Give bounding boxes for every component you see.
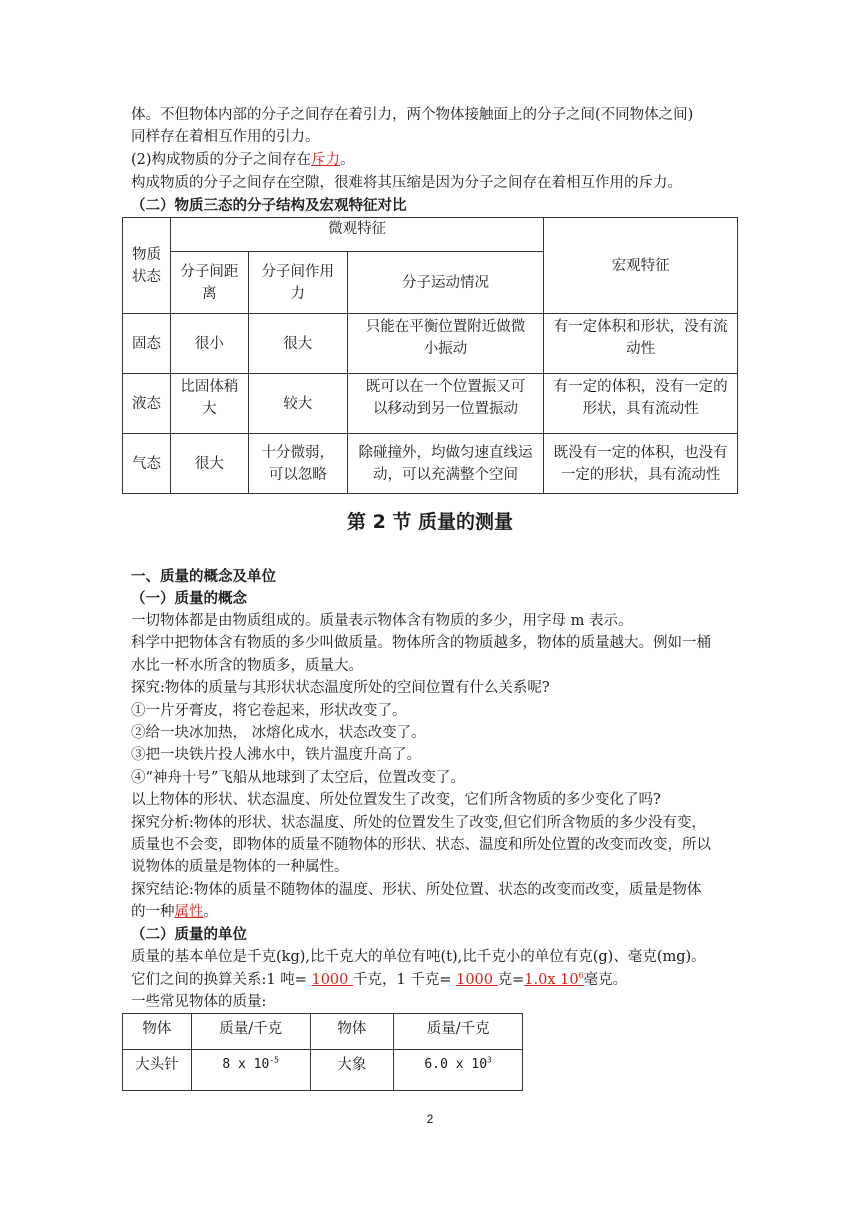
conversion-value (524, 972, 583, 988)
attribute-term: 属性 (174, 904, 204, 920)
cell-macro: 有一定的体积，没有一定的 形状，具有流动性 (544, 374, 738, 434)
repulsion-suffix: 。 (340, 152, 355, 168)
cell-distance: 很小 (170, 314, 248, 374)
conversion-text: 它们之间的换算关系:1 吨= (131, 972, 312, 988)
conversion-text: 千克，1 千克= (353, 972, 457, 988)
cell-distance: 比固体稍 大 (170, 374, 248, 434)
paragraph-line: 质量也不会变，即物体的质量不随物体的形状、状态、温度和所处位置的改变而改变，所以 (131, 837, 711, 853)
paragraph-line: 体。不但物体内部的分子之间存在着引力，两个物体接触面上的分子之间(不同物体之间) (131, 107, 694, 123)
cell-object: 大象 (310, 1050, 394, 1091)
cell-force: 十分微弱， 可以忽略 (248, 434, 347, 494)
conversion-value-base: 1.0x 10 (524, 972, 579, 988)
heading-concept: （一）质量的概念 (131, 591, 247, 607)
paragraph-line: ②给一块冰加热， 冰熔化成水，状态改变了。 (131, 725, 426, 741)
paragraph-line: 一些常见物体的质量: (131, 994, 267, 1010)
conversion-value: 1000 (456, 972, 498, 988)
cell-state: 液态 (123, 374, 171, 434)
conversion-value-exponent: 6 (578, 971, 584, 981)
header-object: 物体 (310, 1014, 394, 1050)
paragraph-line: 一切物体都是由物质组成的。质量表示物体含有物质的多少，用字母 m 表示。 (131, 613, 633, 629)
mass-exponent: 3 (487, 1055, 492, 1065)
cell-motion: 只能在平衡位置附近做微 小振动 (347, 314, 544, 374)
header-micro: 微观特征 (170, 218, 543, 252)
page-number: 2 (426, 1112, 434, 1126)
states-heading: （二）物质三态的分子结构及宏观特征对比 (131, 198, 407, 214)
cell-force: 较大 (248, 374, 347, 434)
paragraph-line: 以上物体的形状、状态温度、所处位置发生了改变，它们所含物质的多少变化了吗? (131, 792, 661, 808)
cell-macro: 既没有一定的体积，也没有 一定的形状，具有流动性 (544, 434, 738, 494)
paragraph-line: ①一片牙膏皮，将它卷起来，形状改变了。 (131, 703, 407, 719)
table-row (123, 374, 738, 434)
conversion-text: 克= (497, 972, 525, 988)
heading-1: 一、质量的概念及单位 (131, 569, 276, 585)
paragraph-line: 水比一杯水所含的物质多，质量大。 (131, 658, 363, 674)
cell-motion: 既可以在一个位置振又可 以移动到另一位置振动 (347, 374, 544, 434)
paragraph-line: 探究:物体的质量与其形状状态温度所处的空间位置有什么关系呢? (131, 680, 550, 696)
attribute-prefix: 的一种 (131, 904, 175, 920)
header-distance: 分子间距 离 (170, 252, 248, 314)
cell-mass (394, 1050, 523, 1091)
paragraph-line: ③把一块铁片投人沸水中，铁片温度升高了。 (131, 747, 421, 763)
repulsion-prefix: (2)构成物质的分子之间存在 (131, 152, 312, 168)
section-title: 第 2 节 质量的测量 (346, 511, 514, 533)
cell-object: 大头针 (123, 1050, 192, 1091)
cell-state: 固态 (123, 314, 171, 374)
paragraph-line: 探究结论:物体的质量不随物体的温度、形状、所处位置、状态的改变而改变，质量是物体 (131, 882, 702, 898)
paragraph-line: 同样存在着相互作用的引力。 (131, 129, 320, 145)
table-row (123, 434, 738, 494)
header-macro: 宏观特征 (544, 218, 738, 314)
cell-mass (191, 1050, 310, 1091)
mass-base: 6.0 x 10 (424, 1057, 488, 1072)
paragraph-line: 说物体的质量是物体的一种属性。 (131, 859, 349, 875)
paragraph-line: 科学中把物体含有物质的多少叫做质量。物体所含的物质越多，物体的质量越大。例如一桶 (131, 635, 711, 651)
paragraph-line: 构成物质的分子之间存在空隙，很难将其压缩是因为分子之间存在着相互作用的斥力。 (131, 175, 682, 191)
header-state: 物质 状态 (123, 218, 171, 314)
header-force: 分子间作用 力 (248, 252, 347, 314)
states-table (122, 217, 738, 494)
header-mass: 质量/千克 (394, 1014, 523, 1050)
cell-motion: 除碰撞外，均做匀速直线运 动，可以充满整个空间 (347, 434, 544, 494)
table-row (123, 314, 738, 374)
heading-unit: （二）质量的单位 (131, 927, 247, 943)
table-row (123, 1050, 523, 1091)
paragraph-line: 探究分析:物体的形状、状态温度、所处的位置发生了改变,但它们所含物质的多少没有变， (131, 815, 706, 831)
repulsion-term: 斥力 (311, 152, 341, 168)
mass-base: 8 x 10 (222, 1057, 270, 1072)
mass-table (122, 1013, 523, 1091)
cell-state: 气态 (123, 434, 171, 494)
repulsion-line (131, 149, 355, 171)
conversion-text: 毫克。 (583, 972, 628, 988)
conversion-line (131, 969, 627, 991)
paragraph-line: 质量的基本单位是千克(kg),比千克大的单位有吨(t),比千克小的单位有克(g)、毫克(mg)。 (131, 949, 706, 965)
header-object: 物体 (123, 1014, 192, 1050)
cell-force: 很大 (248, 314, 347, 374)
mass-exponent: -5 (269, 1055, 279, 1065)
cell-macro: 有一定体积和形状，没有流 动性 (544, 314, 738, 374)
cell-distance: 很大 (170, 434, 248, 494)
header-mass: 质量/千克 (191, 1014, 310, 1050)
header-motion: 分子运动情况 (347, 252, 544, 314)
conversion-value: 1000 (311, 972, 353, 988)
attribute-suffix: 。 (203, 904, 218, 920)
paragraph-line: ④“神舟十号”飞船从地球到了太空后，位置改变了。 (131, 770, 465, 786)
attribute-line (131, 901, 218, 923)
